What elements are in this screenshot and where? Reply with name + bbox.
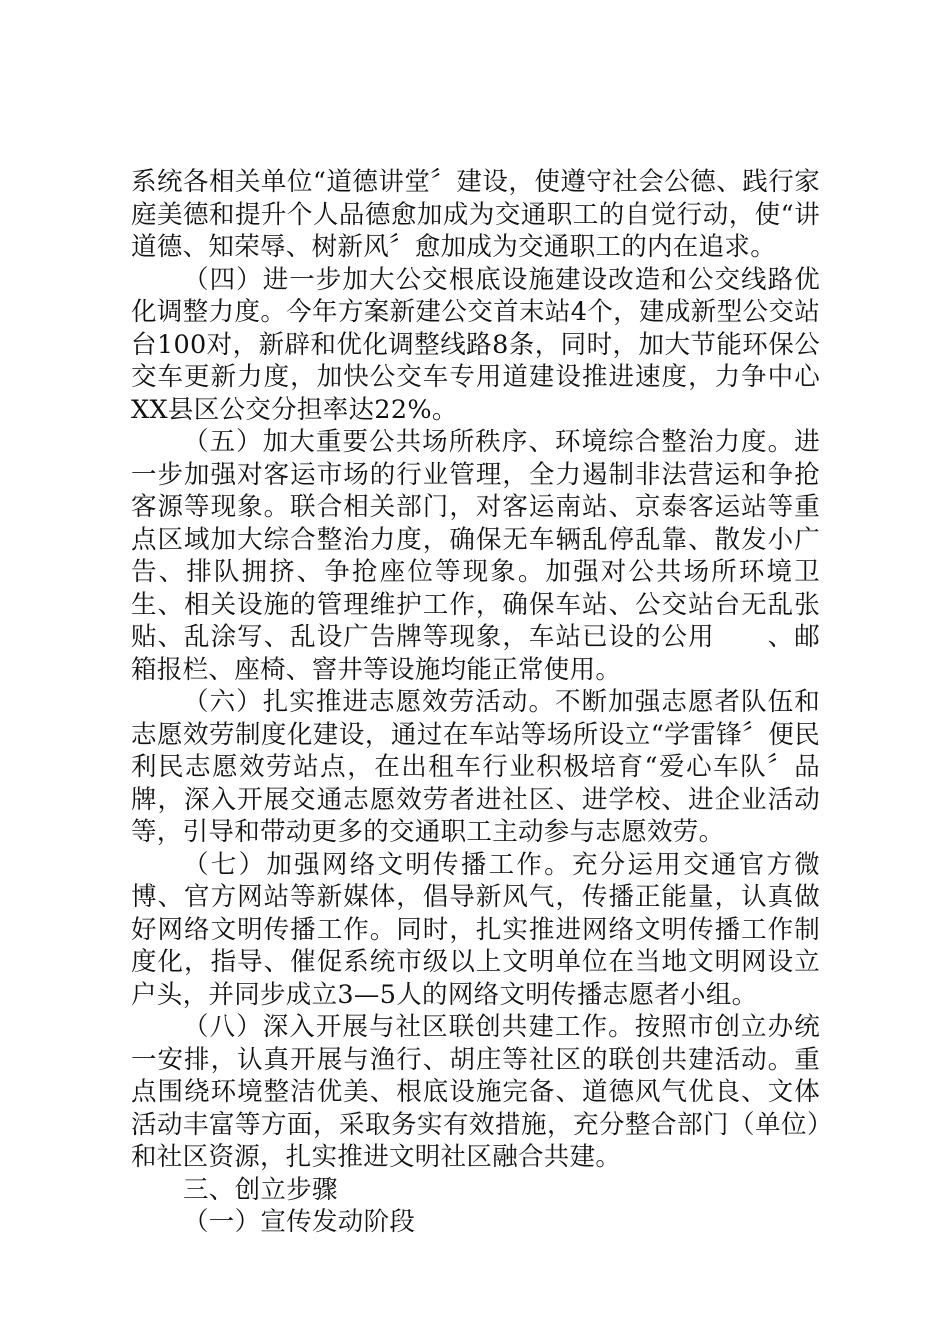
paragraph-item-5: （五）加大重要公共场所秩序、环境综合整治力度。进一步加强对客运市场的行业管理，全力遏制非法营运和争抢客源等现象。联合相关部门，对客运南站、京泰客运站等重点区域加大综合整治力度，确保无车辆乱停乱靠、散发小广告、排队拥挤、争抢座位等现象。加强对公共场所环境卫生、相关设施的管理维护工作，确保车站、公交站台无乱张贴、乱涂写、乱设广告牌等现象，车站已设的公用 、邮箱报栏、座椅、窨井等设施均能正常使用。	[131, 427, 820, 685]
subsection-heading: （一）宣传发动阶段	[183, 1207, 416, 1237]
section-heading: 三、创立步骤	[183, 1174, 338, 1205]
paragraph-item-8: （八）深入开展与社区联创共建工作。按照市创立办统一安排，认真开展与渔行、胡庄等社区的联创共建活动。重点围绕环境整洁优美、根底设施完备、道德风气优良、文体活动丰富等方面，采取务实有效措施，充分整合部门（单位）和社区资源，扎实推进文明社区融合共建。	[131, 1012, 820, 1172]
paragraph-item-6: （六）扎实推进志愿效劳活动。不断加强志愿者队伍和志愿效劳制度化建设，通过在车站等场所设立“学雷锋〞便民利民志愿效劳站点，在出租车行业积极培育“爱心车队〞品牌，深入开展交通志愿效劳者进社区、进学校、进企业活动等，引导和带动更多的交通职工主动参与志愿效劳。	[131, 687, 820, 847]
paragraph-item-4: （四）进一步加大公交根底设施建设改造和公交线路优化调整力度。今年方案新建公交首末站4个，建成新型公交站台100对，新辟和优化调整线路8条，同时，加大节能环保公交车更新力度，加快公交车专用道建设推进速度，力争中心XX县区公交分担率达22%。	[131, 264, 820, 425]
paragraph-item-7: （七）加强网络文明传播工作。充分运用交通官方微博、官方网站等新媒体，倡导新风气，传播正能量，认真做好网络文明传播工作。同时，扎实推进网络文明传播工作制度化，指导、催促系统市级以上文明单位在当地文明网设立户头，并同步成立3—5人的网络文明传播志愿者小组。	[131, 849, 820, 1010]
document-body	[131, 166, 820, 1239]
paragraph-continuation: 系统各相关单位“道德讲堂〞建设，使遵守社会公德、践行家庭美德和提升个人品德愈加成为交通职工的自觉行动，使“讲道德、知荣辱、树新风〞愈加成为交通职工的内在追求。	[131, 167, 820, 262]
